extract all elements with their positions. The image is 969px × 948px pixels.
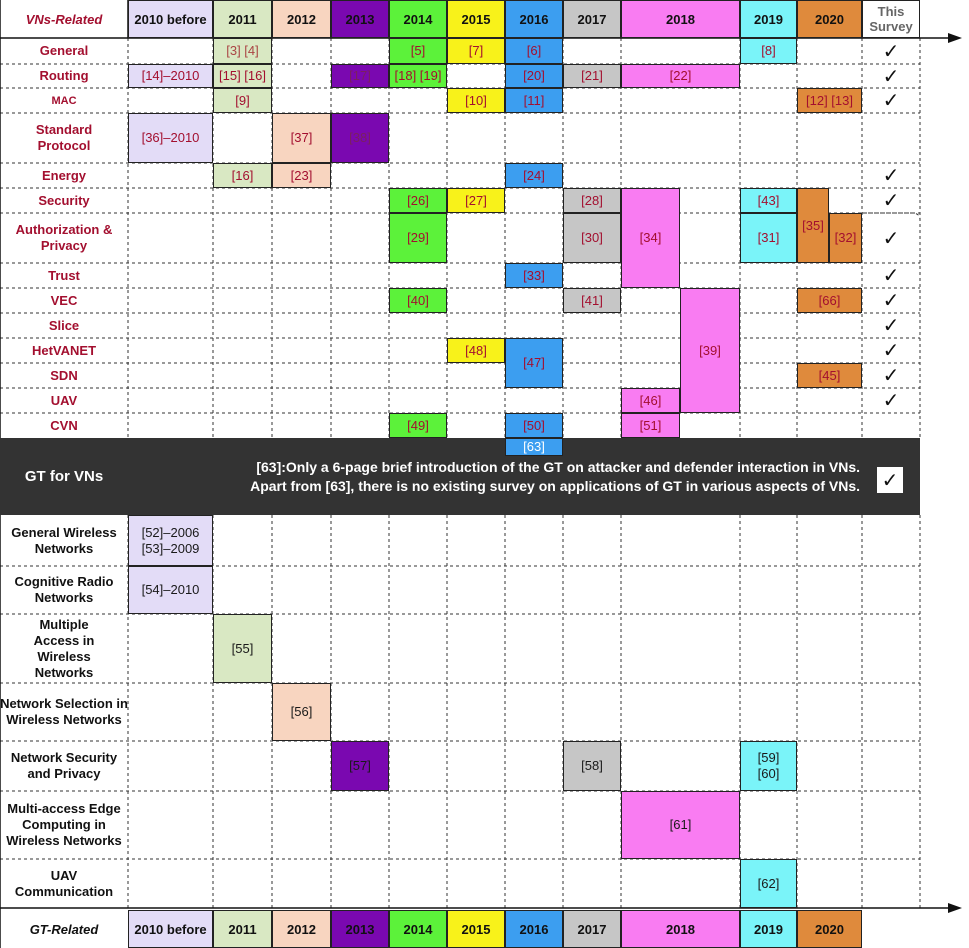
row-label-general: General: [39, 43, 89, 58]
year-header-2013: 2013: [331, 0, 389, 38]
row-label-multiple-access: Multiple Access in Wireless Networks: [33, 616, 95, 680]
ref-text: [59]: [757, 750, 780, 765]
year-header-2011: 2011: [213, 0, 272, 38]
year-footer-2020: 2020: [797, 910, 862, 948]
year-header-2015: 2015: [447, 0, 505, 38]
year-footer-2017: 2017: [563, 910, 621, 948]
ref-cell: [62]: [740, 859, 797, 908]
check-icon: ✓: [882, 265, 900, 287]
year-header-2018: 2018: [621, 0, 740, 38]
check-icon: ✓: [877, 467, 903, 493]
ref-cell: [7]: [447, 38, 505, 64]
year-header-2010-before: 2010 before: [128, 0, 213, 38]
year-footer-2015: 2015: [447, 910, 505, 948]
row-label-mac: MAC: [51, 94, 77, 107]
ref-cell: [39]: [680, 288, 740, 413]
row-label-trust: Trust: [48, 267, 80, 283]
ref-cell: [17]: [331, 64, 389, 88]
ref-cell: [128, 515, 213, 566]
ref-cell: [9]: [213, 88, 272, 113]
ref-cell: [54]–2010: [128, 566, 213, 614]
gt-related-header: GT-Related: [29, 921, 99, 937]
ref-cell: [24]: [505, 163, 563, 188]
row-label-cvn: CVN: [50, 417, 78, 433]
row-label-sdn: SDN: [50, 367, 78, 383]
year-header-2016: 2016: [505, 0, 563, 38]
bottom-arrowhead: [948, 903, 962, 913]
check-icon: ✓: [882, 190, 900, 212]
year-footer-2018: 2018: [621, 910, 740, 948]
gt-for-vns-description: [140, 458, 860, 496]
ref-cell: [46]: [621, 388, 680, 413]
ref-cell: [16]: [213, 163, 272, 188]
ref-cell: [61]: [621, 791, 740, 859]
gt-description-line-1: [63]:Only a 6-page brief introduction of the GT on attacker and defender interaction in VNs.: [256, 459, 860, 475]
ref-cell: [29]: [389, 213, 447, 263]
ref-text: [60]: [757, 766, 780, 781]
ref-cell: [34]: [621, 188, 680, 288]
row-label-uav-communication: UAV Communication: [14, 867, 114, 899]
row-label-standard-protocol: Standard Protocol: [35, 122, 93, 153]
row-label-cognitive-radio: Cognitive Radio Networks: [14, 574, 114, 605]
ref-cell: [6]: [505, 38, 563, 64]
ref-cell: [49]: [389, 413, 447, 438]
ref-cell: [43]: [740, 188, 797, 213]
year-footer-2019: 2019: [740, 910, 797, 948]
ref-cell: [51]: [621, 413, 680, 438]
check-icon: ✓: [882, 65, 900, 88]
ref-cell: [23]: [272, 163, 331, 188]
ref-cell: [27]: [447, 188, 505, 213]
row-label-slice: Slice: [48, 317, 80, 333]
ref-cell: [32]: [829, 213, 862, 263]
check-icon: ✓: [882, 290, 900, 312]
ref-cell: [740, 741, 797, 791]
ref-cell: [33]: [505, 263, 563, 288]
ref-cell: [10]: [447, 88, 505, 113]
year-header-2017: 2017: [563, 0, 621, 38]
ref-cell: [66]: [797, 288, 862, 313]
gt-for-vns-label: GT for VNs: [24, 468, 104, 485]
ref-cell: [5]: [389, 38, 447, 64]
vns-related-header: VNs-Related: [25, 11, 103, 27]
year-footer-2016: 2016: [505, 910, 563, 948]
ref-cell: [47]: [505, 338, 563, 388]
ref-cell: [26]: [389, 188, 447, 213]
top-arrowhead: [948, 33, 962, 43]
ref-cell: [63]: [505, 438, 563, 456]
row-label-general-wireless: General Wireless Networks: [11, 524, 117, 556]
check-icon: ✓: [882, 227, 900, 250]
check-icon: ✓: [882, 390, 900, 412]
ref-cell: [40]: [389, 288, 447, 313]
row-label-hetvanet: HetVANET: [31, 342, 97, 358]
ref-cell: [14]–2010: [128, 64, 213, 88]
year-footer-2012: 2012: [272, 910, 331, 948]
ref-cell: [12] [13]: [797, 88, 862, 113]
ref-cell: [28]: [563, 188, 621, 213]
ref-cell: [55]: [213, 614, 272, 683]
ref-cell: [11]: [505, 88, 563, 113]
year-footer-2010-before: 2010 before: [128, 910, 213, 948]
row-label-authorization-privacy: Authorization & Privacy: [15, 222, 113, 253]
ref-cell: [50]: [505, 413, 563, 438]
ref-cell: [41]: [563, 288, 621, 313]
ref-cell: [35]: [797, 188, 829, 263]
year-header-2020: 2020: [797, 0, 862, 38]
row-label-vec: VEC: [50, 292, 78, 308]
year-header-2012: 2012: [272, 0, 331, 38]
ref-cell: [56]: [272, 683, 331, 741]
ref-cell: [36]–2010: [128, 113, 213, 163]
ref-cell: [30]: [563, 213, 621, 263]
ref-cell: [8]: [740, 38, 797, 64]
gt-description-line-2: Apart from [63], there is no existing survey on applications of GT in various aspects of VNs.: [250, 478, 860, 494]
ref-cell: [48]: [447, 338, 505, 363]
this-survey-header: This Survey: [862, 0, 920, 38]
ref-text: [53]–2009: [141, 540, 200, 556]
row-label-network-security: Network Security and Privacy: [10, 750, 118, 781]
ref-cell: [57]: [331, 741, 389, 791]
ref-cell: [58]: [563, 741, 621, 791]
ref-cell: [22]: [621, 64, 740, 88]
ref-cell: [21]: [563, 64, 621, 88]
year-header-2014: 2014: [389, 0, 447, 38]
check-icon: ✓: [882, 340, 900, 362]
check-icon: ✓: [882, 40, 900, 63]
ref-cell: [31]: [740, 213, 797, 263]
check-icon: ✓: [882, 365, 900, 387]
row-label-energy: Energy: [41, 167, 87, 183]
year-footer-2013: 2013: [331, 910, 389, 948]
check-icon: ✓: [882, 90, 900, 112]
row-label-uav: UAV: [50, 392, 78, 408]
ref-cell: [45]: [797, 363, 862, 388]
row-label-network-selection: Network Selection in Wireless Networks: [0, 696, 128, 727]
year-header-2019: 2019: [740, 0, 797, 38]
row-label-routing: Routing: [39, 68, 89, 83]
ref-cell: [3] [4]: [213, 38, 272, 64]
year-footer-2014: 2014: [389, 910, 447, 948]
year-footer-2011: 2011: [213, 910, 272, 948]
row-label-mec: Multi-access Edge Computing in Wireless Networks: [6, 801, 122, 848]
ref-cell: [20]: [505, 64, 563, 88]
ref-cell: [18] [19]: [389, 64, 447, 88]
ref-cell: [15] [16]: [213, 64, 272, 88]
row-label-security: Security: [38, 192, 90, 208]
ref-cell: [38]: [331, 113, 389, 163]
ref-text: [52]–2006: [141, 524, 200, 540]
ref-cell: [37]: [272, 113, 331, 163]
check-icon: ✓: [882, 315, 900, 337]
check-icon: ✓: [882, 165, 900, 187]
